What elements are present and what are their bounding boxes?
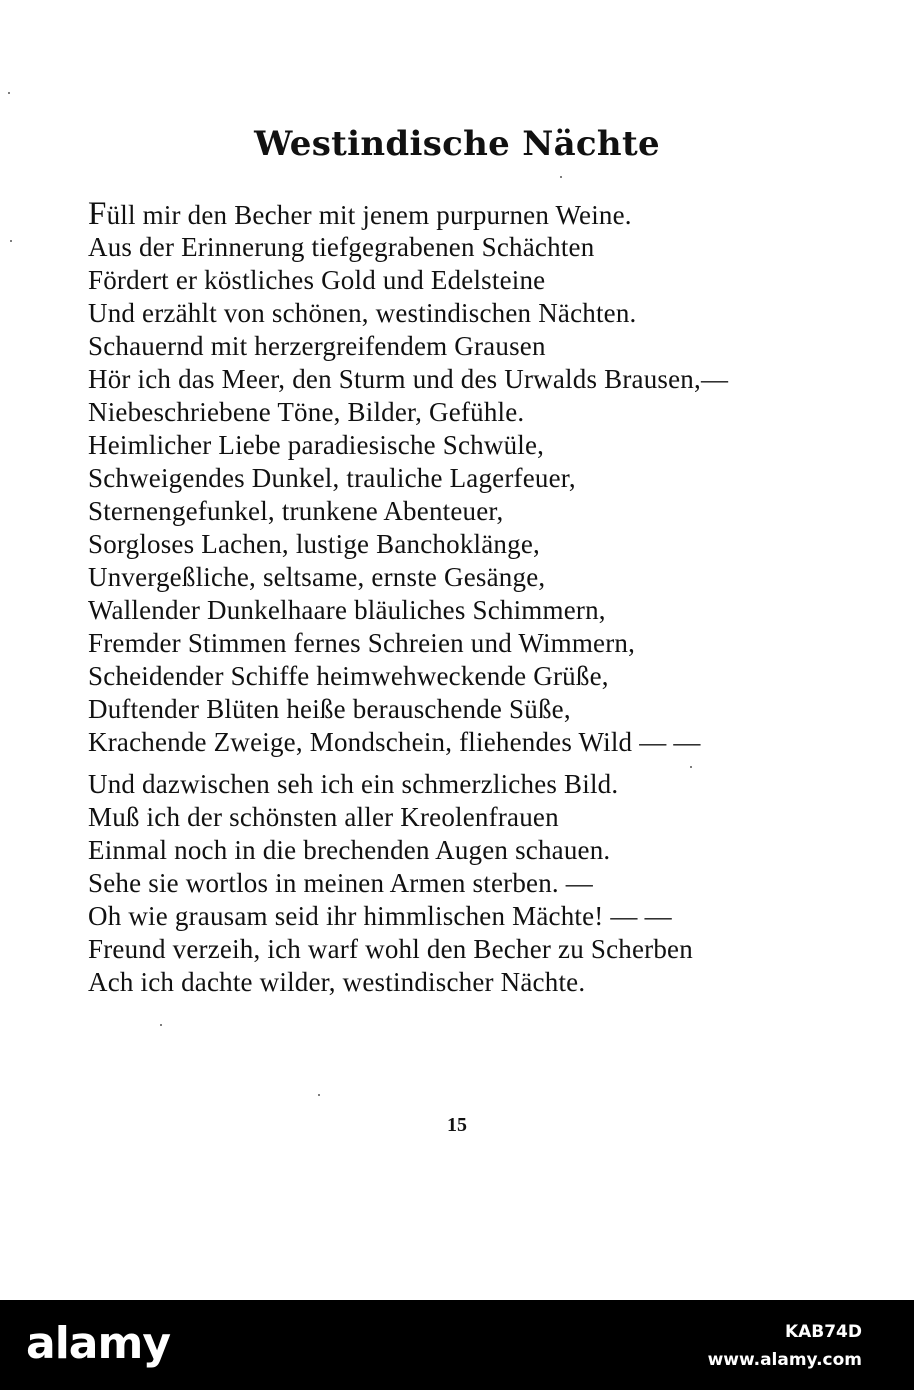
poem-line: Und dazwischen seh ich ein schmerzliches Bild. — [88, 769, 619, 799]
poem-line: Freund verzeih, ich warf wohl den Becher zu Scherben — [88, 934, 693, 964]
brand-logo: alamy — [26, 1318, 170, 1369]
poem-line: Niebeschriebene Töne, Bilder, Gefühle. — [88, 397, 525, 427]
poem-line: Krachende Zweige, Mondschein, fliehendes Wild — — — [88, 727, 701, 757]
poem-line: Wallender Dunkelhaare bläuliches Schimmern, — [88, 595, 606, 625]
poem-line: Duftender Blüten heiße berauschende Süße, — [88, 694, 571, 724]
poem-line: Sorgloses Lachen, lustige Banchoklänge, — [88, 529, 540, 559]
poem-line: Hör ich das Meer, den Sturm und des Urwalds Brausen,— — [88, 364, 729, 394]
drop-cap: F — [88, 196, 107, 232]
poem-line: Aus der Erinnerung tiefgegrabenen Schächten — [88, 232, 595, 262]
poem-line: Schauernd mit herzergreifendem Grausen — [88, 331, 546, 361]
scan-speck — [318, 1094, 320, 1096]
poem-line: Ach ich dachte wilder, westindischer Nächte. — [88, 967, 586, 997]
poem-line: Unvergeßliche, seltsame, ernste Gesänge, — [88, 562, 546, 592]
poem-line: Oh wie grausam seid ihr himmlischen Mächte! — — — [88, 901, 672, 931]
poem-line: Heimlicher Liebe paradiesische Schwüle, — [88, 430, 545, 460]
poem-line: Fremder Stimmen fernes Schreien und Wimmern, — [88, 628, 636, 658]
first-line-text: üll mir den Becher mit jenem purpurnen Weine. — [106, 200, 632, 230]
image-id: KAB74D — [784, 1322, 862, 1342]
poem-line: Fördert er köstliches Gold und Edelsteine — [88, 265, 546, 295]
scan-speck — [690, 766, 692, 768]
stanza-2 — [88, 768, 693, 999]
site-url: www.alamy.com — [707, 1350, 862, 1370]
poem-line — [88, 198, 728, 231]
scan-speck — [10, 240, 12, 242]
poem-title: Westindische Nächte — [254, 124, 660, 164]
poem-line: Sternengefunkel, trunkene Abenteuer, — [88, 496, 504, 526]
watermark-footer — [0, 1300, 914, 1390]
poem-line: Und erzählt von schönen, westindischen Nächten. — [88, 298, 637, 328]
poem-line: Scheidender Schiffe heimwehweckende Grüße, — [88, 661, 609, 691]
poem-line: Einmal noch in die brechenden Augen schauen. — [88, 835, 611, 865]
poem-line: Sehe sie wortlos in meinen Armen sterben. — — [88, 868, 594, 898]
scan-speck — [8, 92, 10, 94]
poem-line: Muß ich der schönsten aller Kreolenfrauen — [88, 802, 559, 832]
poem-line: Schweigendes Dunkel, trauliche Lagerfeuer, — [88, 463, 576, 493]
scan-speck — [560, 176, 562, 178]
scan-speck — [160, 1024, 162, 1026]
page-number: 15 — [447, 1114, 467, 1136]
stanza-1 — [88, 198, 728, 792]
